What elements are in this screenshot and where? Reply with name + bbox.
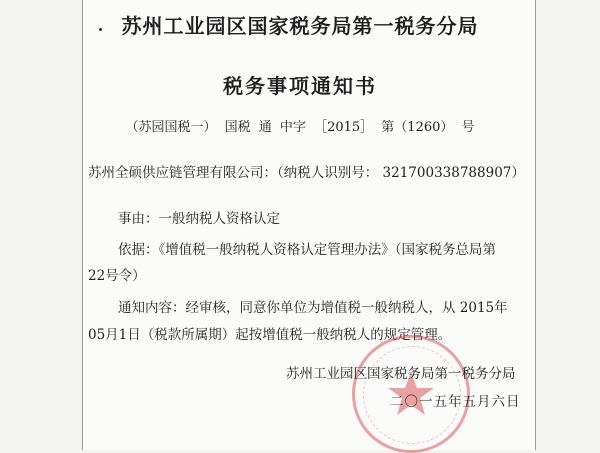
recipient-line: 苏州全硕供应链管理有限公司：（纳税人识别号： 321700338788907）	[88, 165, 525, 181]
doc-number-part: 中字	[279, 120, 306, 135]
doc-number-part: 通	[258, 120, 272, 135]
office-title: 苏州工业园区国家税务局第一税务分局	[121, 14, 479, 38]
doc-number-part: ［2015］	[314, 120, 374, 135]
matter-line: 事由：一般纳税人资格认定	[118, 211, 280, 227]
signature-office: 苏州工业园区国家税务局第一税务分局	[286, 366, 516, 382]
doc-number-part: 国税	[224, 120, 251, 135]
signature-date: 二〇一五年五月六日	[390, 394, 521, 410]
doc-number-part: （苏园国税一）	[125, 120, 217, 135]
content-line-1: 通知内容：经审核，同意你单位为增值税一般纳税人，从 2015年	[118, 300, 508, 316]
document-number	[0, 116, 600, 135]
basis-line-2: 22号令）	[88, 268, 146, 284]
content-line-2: 05月1日（税款所属期）起按增值税一般纳税人的规定管理。	[88, 327, 452, 343]
basis-line-1: 依据：《增值税一般纳税人资格认定管理办法》（国家税务总局第	[118, 242, 496, 258]
doc-number-part: 第（1260）	[381, 120, 454, 135]
document-title: 税务事项通知书	[223, 74, 377, 98]
doc-number-part: 号	[461, 120, 475, 135]
